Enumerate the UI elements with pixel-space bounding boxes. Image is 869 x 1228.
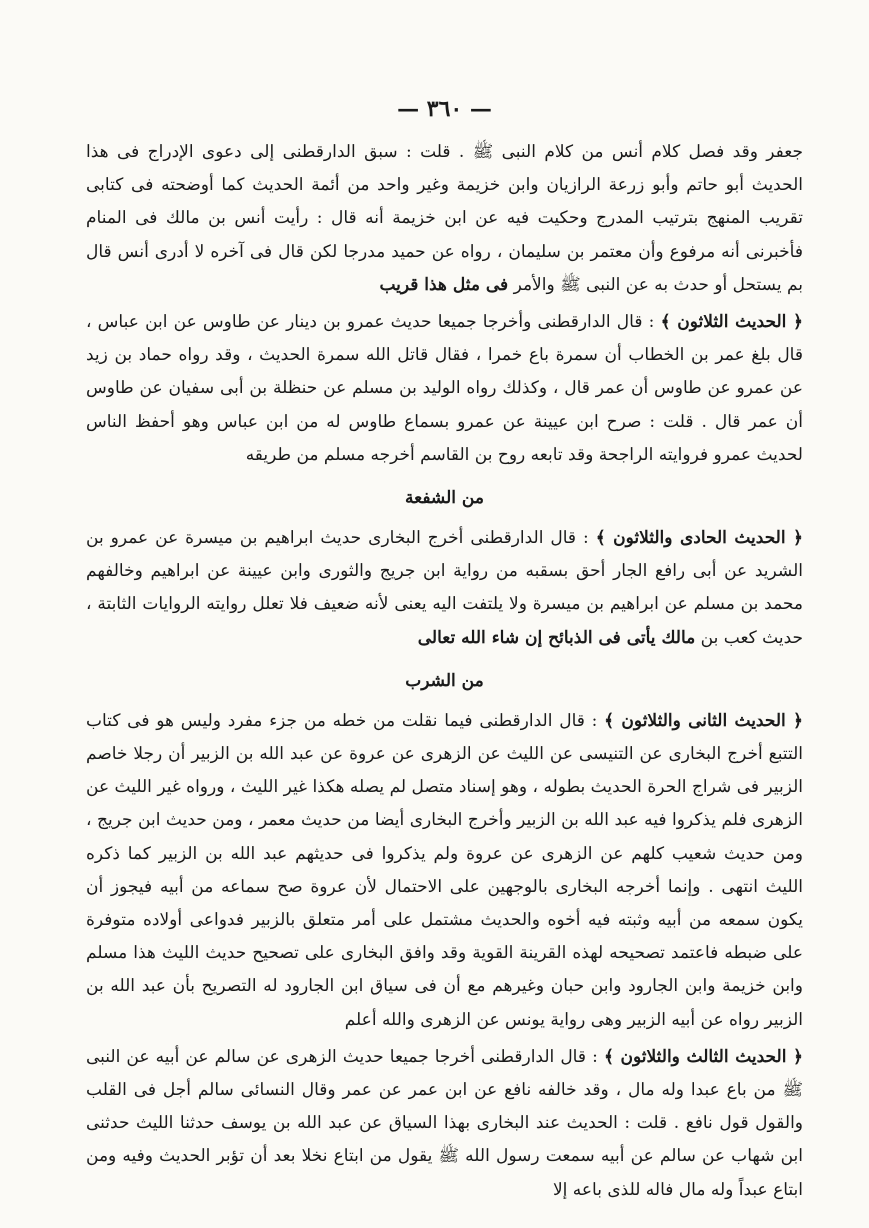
hadith-30-title: ﴿ الحديث الثلاثون ﴾ [660, 312, 804, 333]
paragraph-intro-text: جعفر وقد فصل كلام أنس من كلام النبى ﷺ . قلت : سبق الدارقطنى إلى دعوى الإدراج فى هذا الحديث أبو حاتم وأبو زرعة الرازيان وابن خزيمة وغير واحد من أئمة الحديث كما أوضحته فى كتابى تقريب المنهج بترتيب المدرج وحكيت فيه عن ابن خزيمة أنه قال : رأيت أنس بن مالك فى المنام فأخبرنى أنه مرفوع وأن معتمر بن سليمان ، رواه عن حميد مدرجا لكن قال فى آخره لا أدرى أنس قال بم يستحل أو حدث به عن النبى ﷺ والأمر [86, 142, 803, 295]
hadith-31 [86, 522, 803, 655]
hadith-32 [86, 705, 803, 1037]
section-heading-shurb: من الشرب [405, 670, 484, 691]
hadith-32-body: : قال الدارقطنى فيما نقلت من خطه من جزء مفرد وليس هو فى كتاب التتبع أخرج البخارى عن التنيسى عن الليث عن الزهرى عن عروة عن عبد الله بن الزبير أن رجلا خاصم الزبير فى شراج الحرة الحديث بطوله ، وهو إسناد متصل لم يصله هكذا غير الليث ، ورواه غير الليث عن الزهرى فلم يذكروا فيه عبد الله بن الزبير وأخرج البخارى أيضا من حديث معمر ، ومن حديث ابن جريج ، ومن حديث شعيب كلهم عن الزهرى عن عروة ولم يذكروا فى حديثهم عبد الله بن الزبير كما ذكره الليث انتهى . وإنما أخرجه البخارى بالوجهين على الاحتمال لأن عروة صح سماعه من أبيه فيجوز أن يكون سمعه من أبيه وثبته فيه أخوه والحديث مشتمل على أمر متعلق بالزبير فدواعى أولاده متوفرة على ضبطه فاعتمد تصحيحه لهذه القرينة القوية وقد وافق البخارى على تصحيح حديث الليث هذا مسلم وابن خزيمة وابن الجارود وابن حبان وغيرهم مع أن فى سياق ابن الجارود له التصريح بأن عبد الله بن الزبير رواه عن أبيه الزبير وهى رواية يونس عن الزهرى والله أعلم [86, 710, 803, 1030]
hadith-33 [86, 1041, 803, 1207]
paragraph-intro-end: فى مثل هذا قريب [379, 274, 509, 295]
hadith-31-title: ﴿ الحديث الحادى والثلاثون ﴾ [595, 528, 803, 549]
hadith-33-title: ﴿ الحديث الثالث والثلاثون ﴾ [603, 1046, 803, 1067]
section-heading-shufa: من الشفعة [405, 488, 484, 509]
page-number: — ٣٦٠ — [397, 96, 492, 122]
hadith-30 [86, 306, 803, 472]
hadith-32-title: ﴿ الحديث الثانى والثلاثون ﴾ [604, 710, 803, 731]
hadith-30-body: : قال الدارقطنى وأخرجا جميعا حديث عمرو بن دينار عن طاوس عن ابن عباس ، قال بلغ عمر بن الخطاب أن سمرة باع خمرا ، فقال قاتل الله سمرة الحديث ، وقد رواه حماد بن زيد عن عمرو عن طاوس أن عمر قال ، وكذلك رواه الوليد بن مسلم عن حنظلة بن أبى سفيان عن طاوس أن عمر قال . قلت : صرح ابن عيينة عن عمرو بسماع طاوس له من ابن عباس وهو أحفظ الناس لحديث عمرو فروايته الراجحة وقد تابعه روح بن القاسم أخرجه مسلم من طريقه [86, 312, 803, 465]
hadith-31-body: : قال الدارقطنى أخرج البخارى حديث ابراهيم بن ميسرة عن عمرو بن الشريد عن أبى رافع الجار أحق بسقبه من رواية ابن جريج والثورى وابن عيينة عن ابراهيم وخالفهم محمد بن مسلم عن ابراهيم بن ميسرة ولا يلتفت اليه يعنى لأنه ضعيف فلا تعلل روايته الروايات الثابتة ، حديث كعب بن [86, 528, 803, 648]
paragraph-intro [86, 136, 803, 302]
hadith-31-end: مالك يأتى فى الذبائح إن شاء الله تعالى [417, 627, 696, 648]
hadith-33-body: : قال الدارقطنى أخرجا جميعا حديث الزهرى عن سالم عن أبيه عن النبى ﷺ من باع عبدا وله مال ، وقد خالفه نافع عن ابن عمر عن عمر وقال النسائى سالم أجل فى القلب والقول قول نافع . قلت : الحديث عند البخارى بهذا السياق عن عبد الله بن يوسف حدثنا الليث حدثنى ابن شهاب عن سالم عن أبيه سمعت رسول الله ﷺ يقول من ابتاع نخلا بعد أن تؤبر الحديث وفيه ومن ابتاع عبداً وله مال فاله للذى باعه إلا [86, 1046, 803, 1200]
